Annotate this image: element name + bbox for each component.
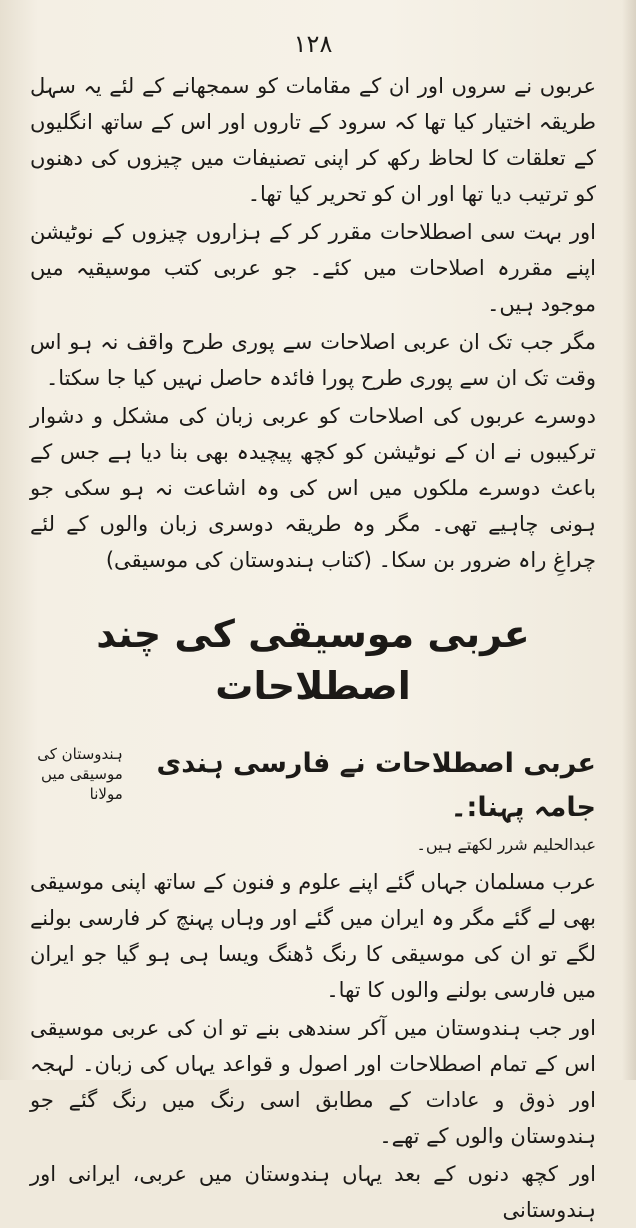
subheading-row — [30, 742, 596, 830]
body-text-top — [30, 68, 596, 578]
paragraph-7: اور کچھ دنوں کے بعد یہاں ہندوستان میں عربی، ایرانی اور ہندوستانی — [30, 1162, 596, 1222]
side-note: ہندوستان کی موسیقی میں مولانا — [37, 745, 123, 803]
subheading-block — [30, 742, 596, 860]
subheading: عربی اصطلاحات نے فارسی ہندی جامہ پہنا:۔ — [156, 748, 596, 823]
paragraph-3: مگر جب تک ان عربی اصلاحات سے پوری طرح واقف نہ ہو اس وقت تک ان سے پوری طرح پورا فائدہ حاصل نہیں کیا جا سکتا۔ — [30, 330, 596, 390]
page-edge-shadow — [622, 0, 636, 1080]
paragraph-1: عربوں نے سروں اور ان کے مقامات کو سمجھانے کے لئے یہ سہل طریقہ اختیار کیا تھا کہ سرود کے تاروں اور اس کے ساتھ انگلیوں کے تعلقات کا لحاظ رکھ کر اپنی تصنیفات میں چیزوں کی دھنوں کو ترتیب دیا تھا اور ان کو تحریر کیا تھا۔ — [30, 74, 596, 206]
side-note-continued: عبدالحلیم شرر لکھتے ہیں۔ — [416, 835, 596, 854]
paragraph-4: دوسرے عربوں کی اصلاحات کو عربی زبان کی مشکل و دشوار ترکیبوں نے ان کے نوٹیشن کو کچھ پیچیدہ بھی بنا دیا ہے جس کے باعث دوسرے ملکوں میں اس کی وہ اشاعت نہ ہو سکی جو ہونی چاہیے تھی۔ مگر وہ طریقہ دوسری زبان والوں کے لئے چراغِ راہ ضرور بن سکا۔ (کتاب ہندوستان کی موسیقی) — [30, 404, 596, 572]
section-title: عربی موسیقی کی چند اصطلاحات — [96, 612, 530, 708]
paragraph-6: اور جب ہندوستان میں آکر سندھی بنے تو ان کی عربی موسیقی اس کے تمام اصطلاحات اور اصول و قواعد یہاں کی زبان۔ لہجہ اور ذوق و عادات کے مطابق اسی رنگ میں رنگ گئے جو ہندوستان والوں کے تھے۔ — [30, 1016, 596, 1148]
paragraph-2: اور بہت سی اصطلاحات مقرر کر کے ہزاروں چیزوں کے نوٹیشن اپنے مقررہ اصلاحات میں کئے۔ جو عربی کتب موسیقیہ میں موجود ہیں۔ — [30, 220, 596, 316]
body-text-bottom — [30, 864, 596, 1228]
page-number: ۱۲۸ — [293, 30, 333, 58]
paragraph-5: عرب مسلمان جہاں گئے اپنے علوم و فنون کے ساتھ اپنی موسیقی بھی لے گئے مگر وہ ایران میں گئے اور وہاں پہنچ کر فارسی بولنے لگے تو ان کی موسیقی کا رنگ ڈھنگ ویسا ہی ہو گیا جو ایران میں فارسی بولنے والوں کا تھا۔ — [30, 870, 596, 1002]
